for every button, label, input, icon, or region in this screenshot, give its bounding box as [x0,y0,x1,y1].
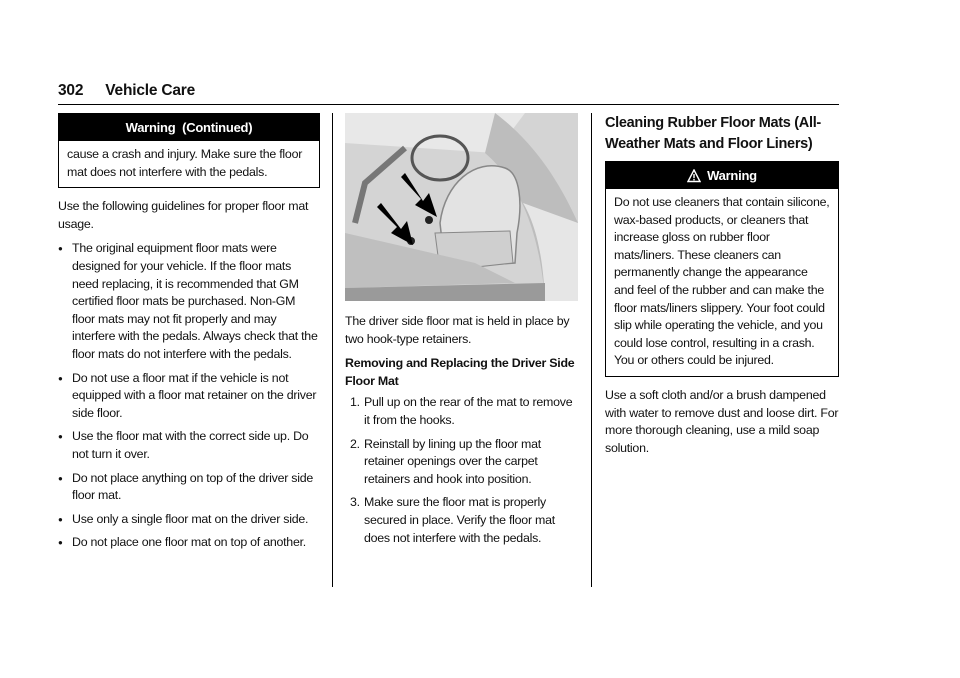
list-item: ● Do not place one floor mat on top of another. [58,534,320,552]
header-rule [58,104,839,105]
list-item: ● Do not use a floor mat if the vehicle is not equipped with a floor mat retainer on the driver side floor. [58,370,320,423]
step-number: 2. [350,436,360,451]
warning-text: Do not use cleaners that contain silicone, wax-based products, or cleaners that increase gloss on rubber floor mats/liners. These cleaners can permanently change the appearance and feel of the rubber and can make the floor mats/liners slippery. Your foot could slip while operating the vehicle, and you could lose control, resulting in a crash. You or others could be injured. [614,195,830,368]
list-item [345,494,581,547]
step-text: Make sure the floor mat is properly secured in place. Verify the floor mat does not interfere with the pedals. [364,495,555,545]
step-number: 3. [350,495,360,510]
steps-list [345,394,581,547]
column-divider-right [591,113,592,587]
warning-box [605,161,839,377]
list-item: ● The original equipment floor mats were designed for your vehicle. If the floor mats need replacing, it is recommended that GM certified floor mats be purchased. Non-GM floor mats may not fit properly and may interfere with the pedals. Always check that the floor mats do not interfere with the pedals. [58,240,320,363]
warning-continued-box [58,113,320,188]
page-header [58,82,195,100]
figure-caption: The driver side floor mat is held in place by two hook-type retainers. [345,314,570,346]
column-divider-left [332,113,333,587]
warning-icon [687,169,701,183]
right-column [605,113,839,464]
warning-title: Warning [606,162,838,189]
middle-column [345,113,581,553]
list-item [345,436,581,489]
step-number: 1. [350,395,360,410]
left-column [58,113,320,558]
guidelines-intro: Use the following guidelines for proper floor mat usage. [58,199,309,231]
list-item: ● Do not place anything on top of the driver side floor mat. [58,470,320,505]
guidelines-list [58,240,320,552]
step-text: Pull up on the rear of the mat to remove it from the hooks. [364,395,573,427]
cleaning-instructions: Use a soft cloth and/or a brush dampened with water to remove dust and loose dirt. For more thorough cleaning, use a mild soap solution. [605,387,839,455]
warning-continued-text: cause a crash and injury. Make sure the floor mat does not interfere with the pedals. [67,147,303,179]
list-item: ● Use the floor mat with the correct side up. Do not turn it over. [58,428,320,463]
car-interior-drawing [345,113,578,301]
floor-mat-illustration [345,113,578,301]
warning-continued-title: Warning (Continued) [59,114,319,141]
subheading-remove-replace: Removing and Replacing the Driver Side Floor Mat [345,356,575,388]
section-heading-cleaning: Cleaning Rubber Floor Mats (All-Weather Mats and Floor Liners) [605,115,821,152]
page-number: 302 [58,82,84,99]
list-item [345,394,581,429]
step-text: Reinstall by lining up the floor mat retainer openings over the carpet retainers and hook into position. [364,436,541,486]
section-title: Vehicle Care [105,82,196,99]
list-item: ● Use only a single floor mat on the driver side. [58,511,320,529]
